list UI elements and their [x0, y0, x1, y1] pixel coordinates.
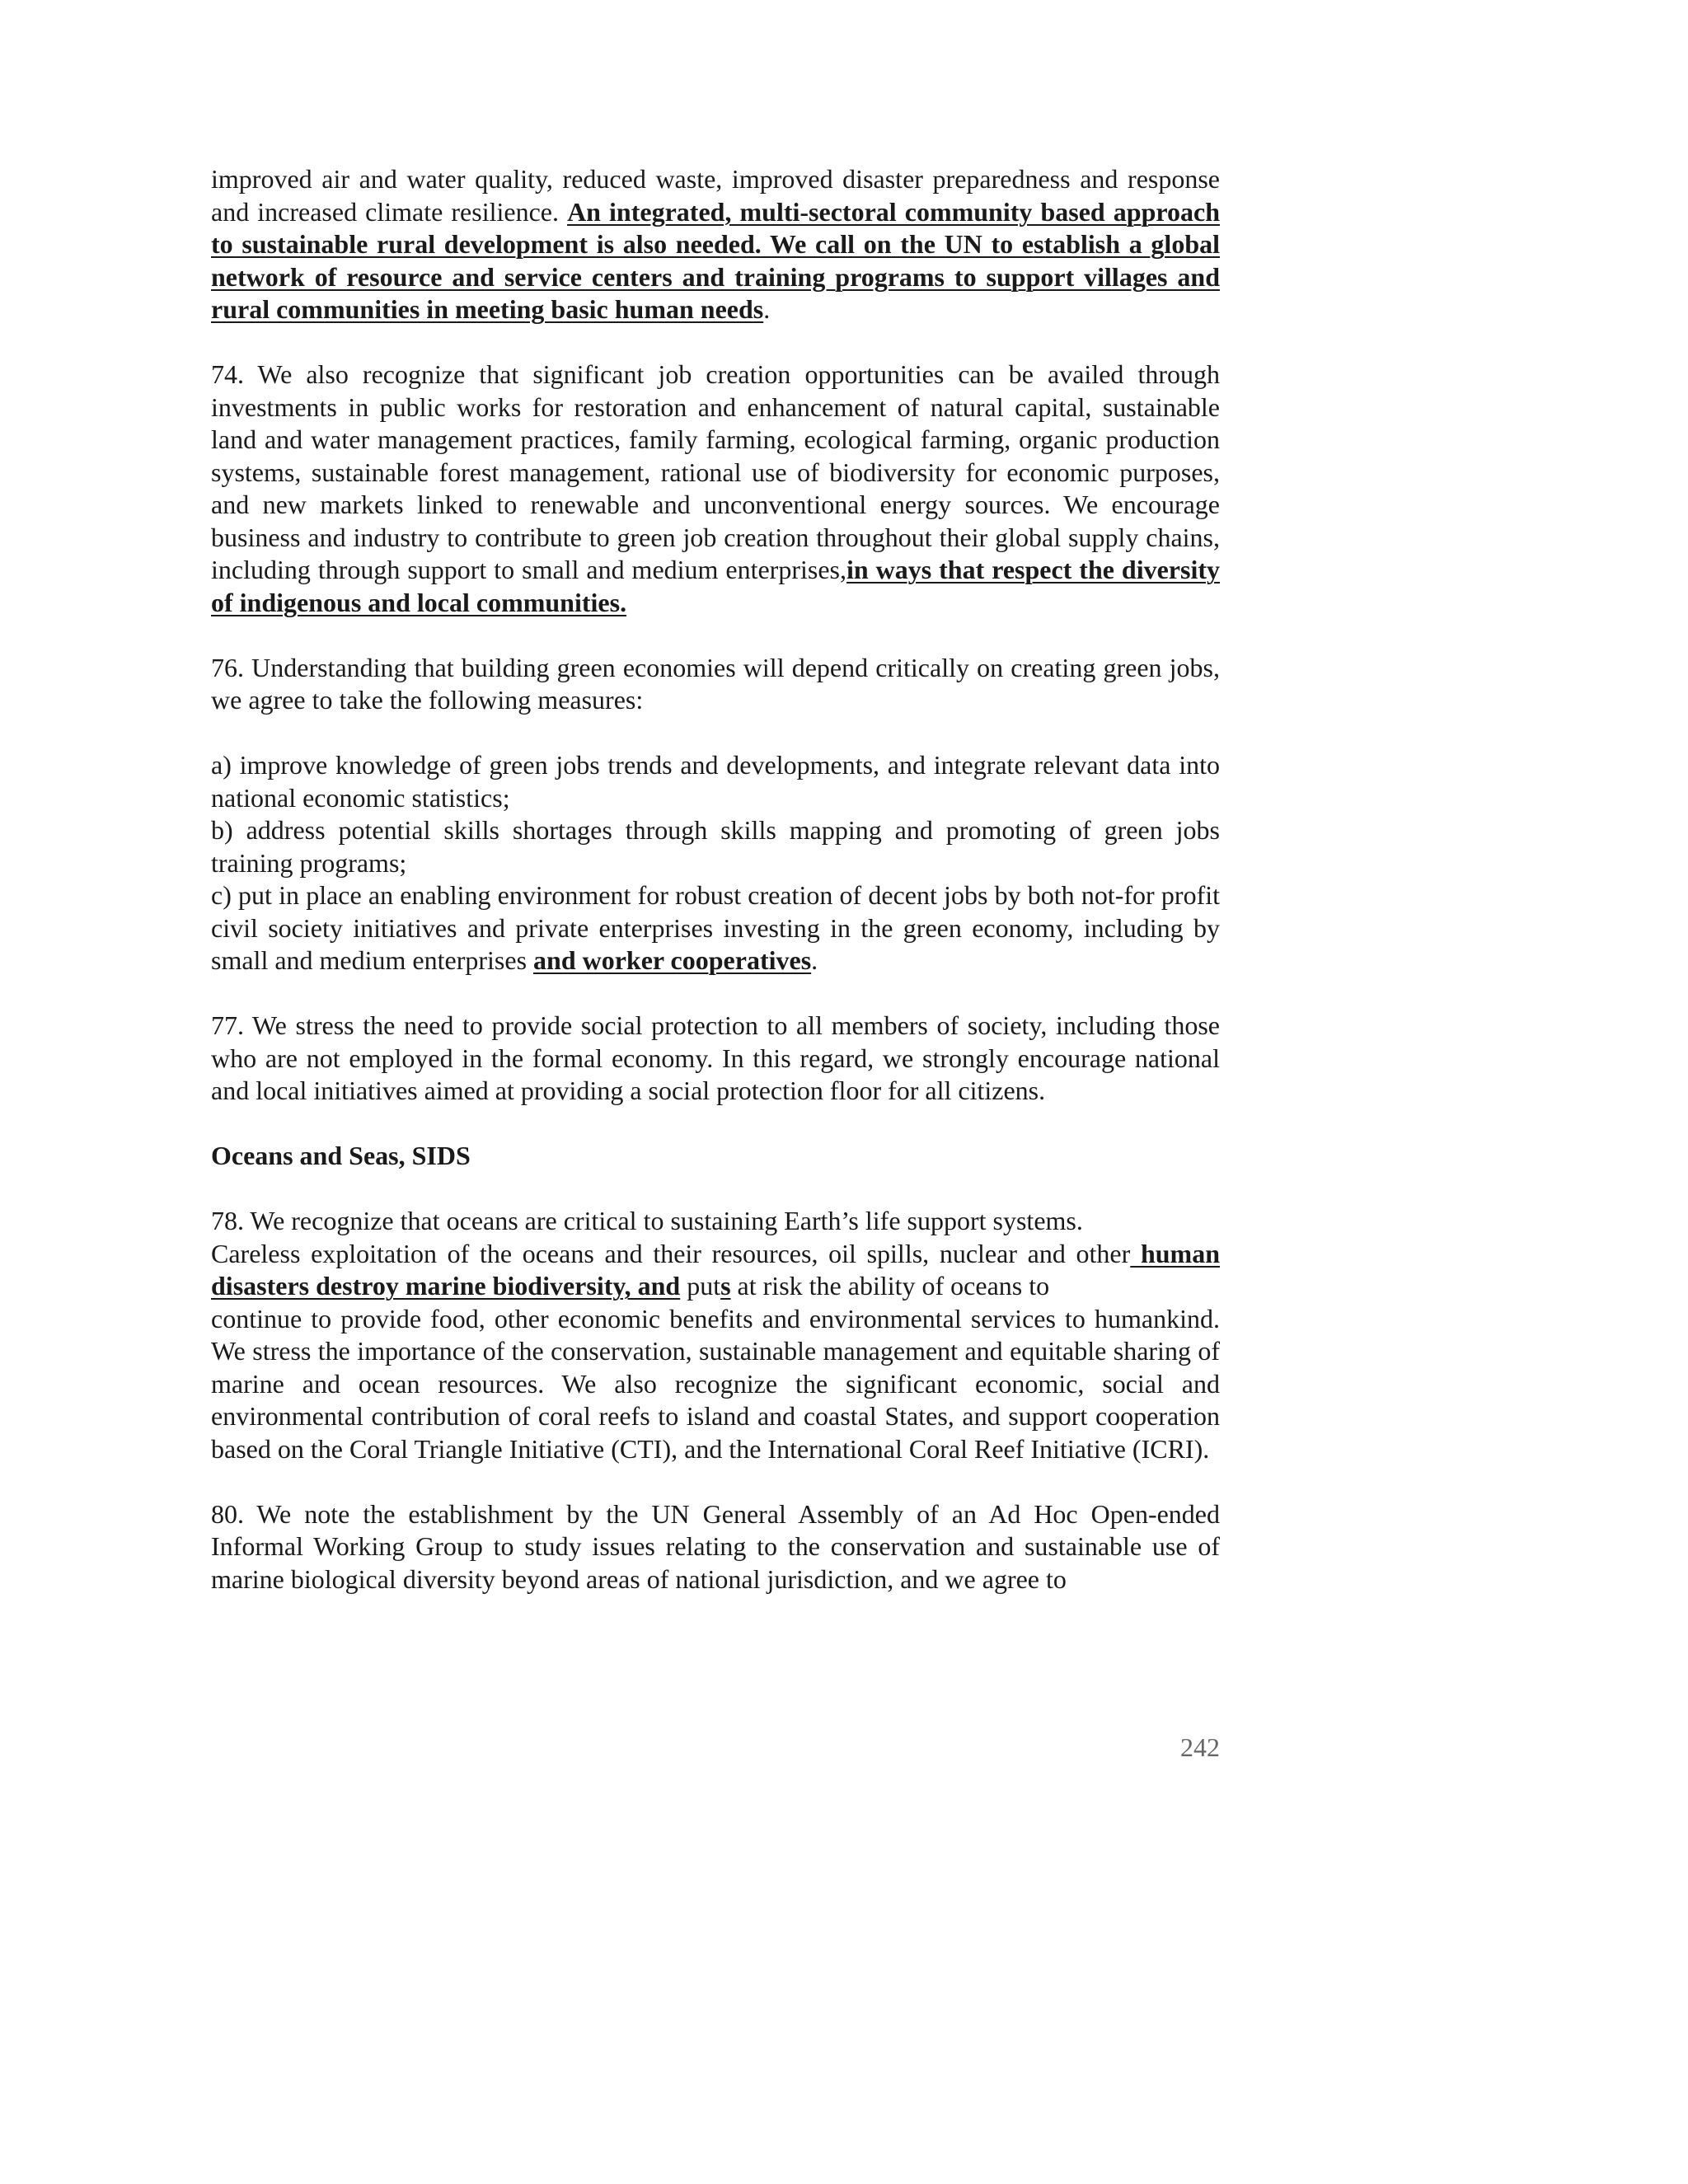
- paragraph-text: 77. We stress the need to provide social protection to all members of society, including those who are not employed in the formal economy. In this regard, we strongly encourage national and local initiatives aimed at providing a social protection floor for all citizens.: [211, 1010, 1220, 1105]
- paragraph-text: improved air and water quality, reduced waste, improved disaster preparedness and response and increased climate resilience.: [211, 164, 1220, 227]
- paragraph-text: 78. We recognize that oceans are critical to sustaining Earth’s life support systems.: [211, 1206, 1083, 1235]
- paragraph-text: at risk the ability of oceans to: [730, 1271, 1050, 1301]
- list-item-text: c) put in place an enabling environment for robust creation of decent jobs by both not-for profit civil society initiatives and private enterprises investing in the green economy, including by small and medium enterprises: [211, 880, 1220, 975]
- list-item-text: .: [811, 945, 818, 975]
- paragraph-text: continue to provide food, other economic benefits and environmental services to humankind. We stress the importance of the conservation, sustainable management and equitable sharing of marine and ocean resources. We also recognize the significant economic, social and environmental contribution of coral reefs to island and coastal States, and support cooperation based on the Coral Triangle Initiative (CTI), and the International Coral Reef Initiative (ICRI).: [211, 1303, 1220, 1464]
- paragraph-text: 76. Understanding that building green economies will depend critically on creating green jobs, we agree to take the following measures:: [211, 652, 1220, 715]
- inserted-text: human disasters destroy marine biodiversity, and: [211, 1238, 1220, 1301]
- section-heading: Oceans and Seas, SIDS: [211, 1141, 471, 1170]
- inserted-text: and worker cooperatives: [533, 945, 812, 975]
- body-text: [211, 163, 1220, 1629]
- paragraph-text: put: [680, 1271, 721, 1301]
- paragraph-76: [211, 652, 1220, 717]
- paragraph-text: .: [763, 294, 771, 324]
- paragraph-78-part-2: [211, 1303, 1220, 1466]
- paragraph-80: [211, 1498, 1220, 1596]
- page-number: 242: [1180, 1732, 1220, 1762]
- paragraph-text: Careless exploitation of the oceans and their resources, oil spills, nuclear and other: [211, 1238, 1131, 1268]
- list-item-text: b) address potential skills shortages through skills mapping and promoting of green jobs training programs;: [211, 815, 1220, 878]
- inserted-text: An integrated, multi-sectoral community based approach to sustainable rural development is also needed. We call on the UN to establish a global network of resource and service centers and training programs to support villages and rural communities in meeting basic human needs: [211, 196, 1221, 324]
- list-item-c: [211, 879, 1220, 977]
- paragraph-text: 80. We note the establishment by the UN General Assembly of an Ad Hoc Open-ended Informal Working Group to study issues relating to the conservation and sustainable use of marine biological diversity beyond areas of national jurisdiction, and we agree to: [211, 1498, 1220, 1594]
- paragraph-73-continued: [211, 163, 1220, 326]
- list-item-text: a) improve knowledge of green jobs trends and developments, and integrate relevant data into national economic statistics;: [211, 750, 1220, 813]
- paragraph-78-part-1: [211, 1238, 1220, 1303]
- paragraph-78-first-line: [211, 1205, 1220, 1238]
- paragraph-74: [211, 359, 1220, 619]
- paragraph-text: 74. We also recognize that significant job creation opportunities can be availed through investments in public works for restoration and enhancement of natural capital, sustainable land and water management practices, family farming, ecological farming, organic production systems, sustainable forest management, rational use of biodiversity for economic purposes, and new markets linked to renewable and unconventional energy sources. We encourage business and industry to contribute to green job creation throughout their global supply chains, including through support to small and medium enterprises,: [211, 359, 1220, 584]
- inserted-text: in ways that respect the diversity of indigenous and local communities.: [211, 555, 1221, 617]
- paragraph-77: [211, 1010, 1220, 1108]
- inserted-text: s: [720, 1271, 731, 1301]
- list-item-b: [211, 814, 1220, 879]
- list-item-a: [211, 749, 1220, 814]
